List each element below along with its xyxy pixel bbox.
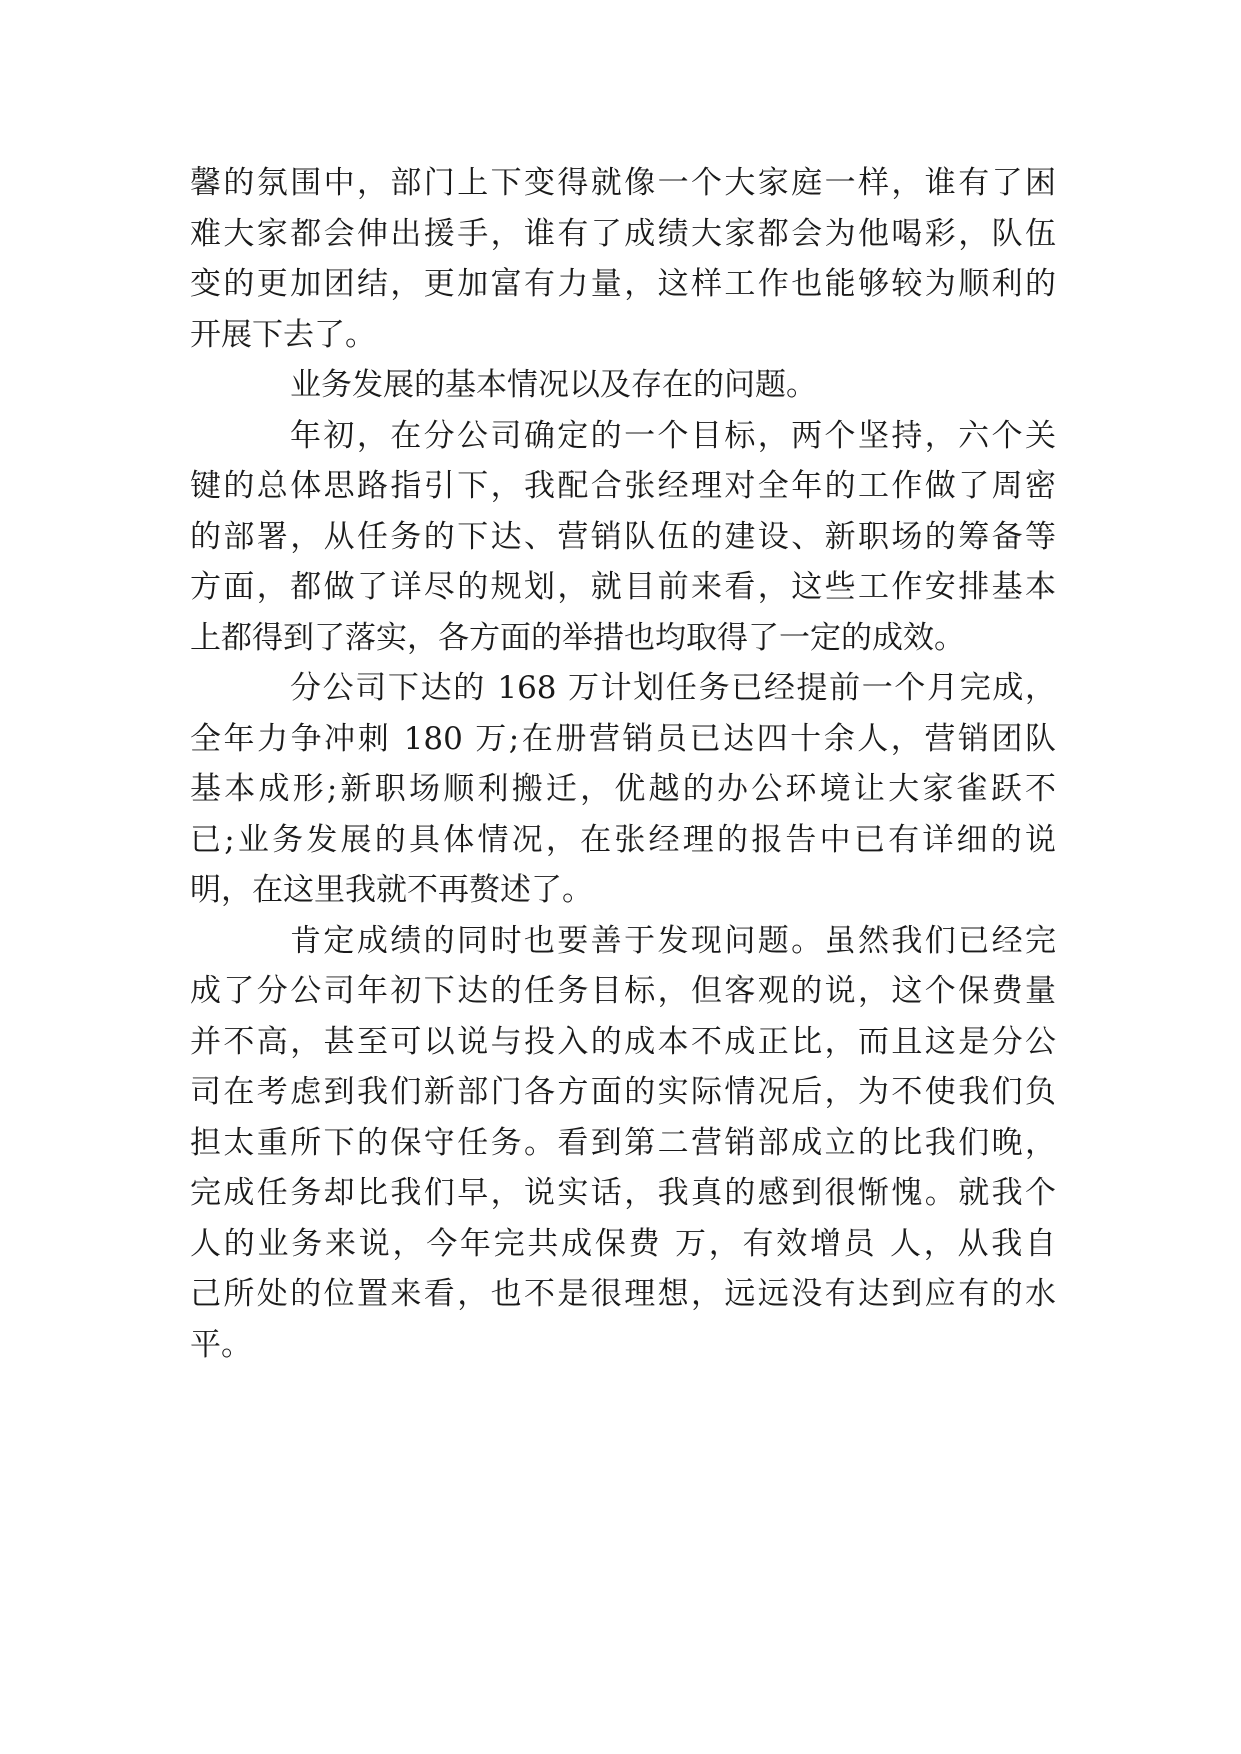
text-line: 键的总体思路指引下，我配合张经理对全年的工作做了周密 — [190, 468, 1056, 504]
text-line: 难大家都会伸出援手，谁有了成绩大家都会为他喝彩，队伍 — [190, 215, 1056, 252]
text-line: 成了分公司年初下达的任务目标，但客观的说，这个保费量 — [190, 973, 1056, 1009]
text-line: 平。 — [190, 1326, 252, 1363]
text-line: 人的业务来说，今年完共成保费 万，有效增员 人，从我自 — [190, 1225, 1056, 1262]
section-heading: 业务发展的基本情况以及存在的问题。 — [290, 367, 817, 403]
text-line: 已;业务发展的具体情况，在张经理的报告中已有详细的说 — [190, 821, 1056, 858]
text-line: 司在考虑到我们新部门各方面的实际情况后，为不使我们负 — [190, 1074, 1056, 1110]
text-line: 方面，都做了详尽的规划，就目前来看，这些工作安排基本 — [190, 569, 1056, 605]
body-text — [190, 158, 1056, 1370]
text-line: 年初，在分公司确定的一个目标，两个坚持，六个关 — [290, 417, 1056, 454]
text-line: 并不高，甚至可以说与投入的成本不成正比，而且这是分公 — [190, 1023, 1056, 1060]
text-line: 分公司下达的 168 万计划任务已经提前一个月完成， — [290, 670, 1056, 706]
text-line: 的部署，从任务的下达、营销队伍的建设、新职场的筹备等 — [190, 518, 1056, 555]
text-line: 肯定成绩的同时也要善于发现问题。虽然我们已经完 — [290, 922, 1056, 959]
text-line: 担太重所下的保守任务。看到第二营销部成立的比我们晚， — [190, 1124, 1056, 1161]
text-line: 馨的氛围中，部门上下变得就像一个大家庭一样，谁有了困 — [190, 165, 1056, 201]
text-line: 明，在这里我就不再赘述了。 — [190, 872, 593, 908]
text-line: 上都得到了落实，各方面的举措也均取得了一定的成效。 — [190, 619, 965, 656]
text-line: 开展下去了。 — [190, 316, 376, 353]
text-line: 全年力争冲刺 180 万;在册营销员已达四十余人，营销团队 — [190, 720, 1056, 757]
text-line: 己所处的位置来看，也不是很理想，远远没有达到应有的水 — [190, 1276, 1056, 1312]
text-line: 基本成形;新职场顺利搬迁，优越的办公环境让大家雀跃不 — [190, 771, 1056, 807]
text-line: 完成任务却比我们早，说实话，我真的感到很惭愧。就我个 — [190, 1175, 1056, 1211]
text-line: 变的更加团结，更加富有力量，这样工作也能够较为顺利的 — [190, 266, 1056, 302]
